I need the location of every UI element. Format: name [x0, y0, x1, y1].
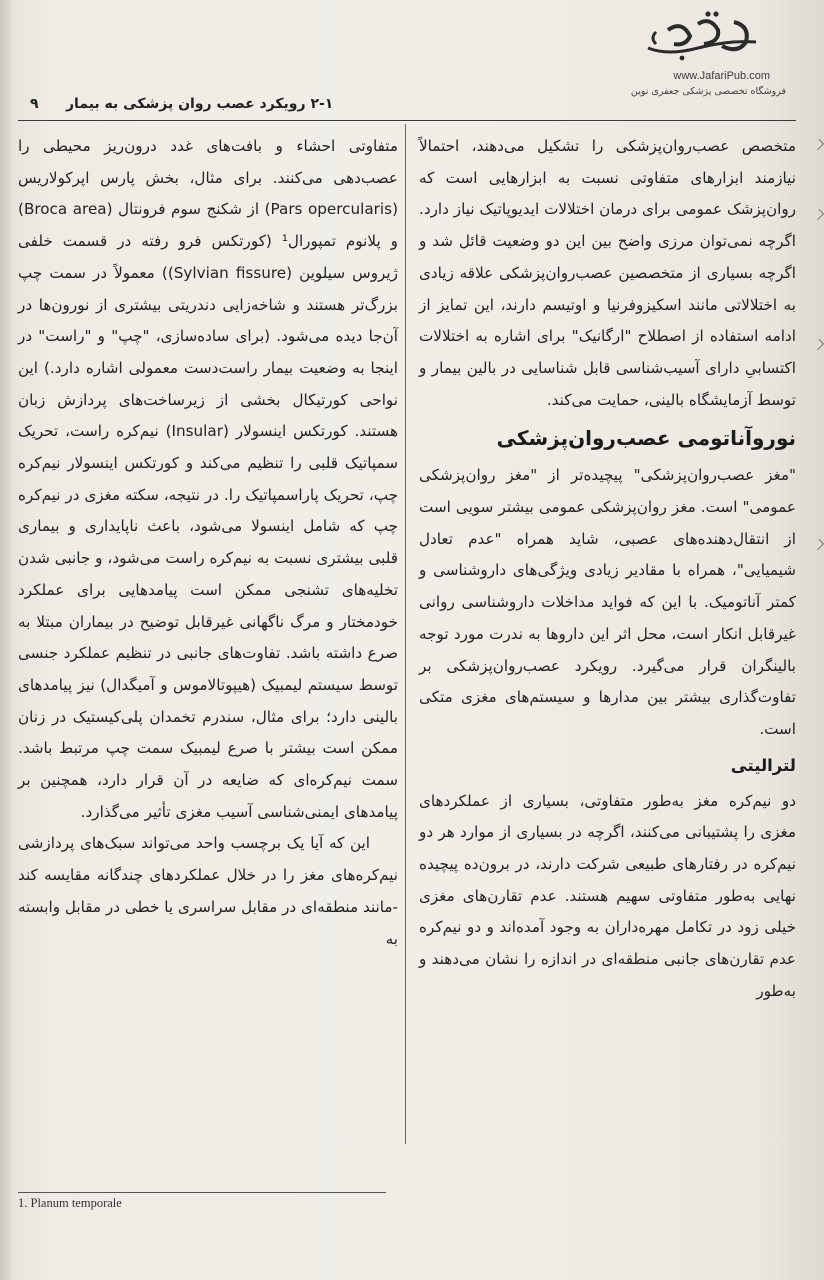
heading-laterality: لترالیتی [730, 755, 796, 775]
heading-neuroanatomy: نوروآناتومی عصب‌روان‌پزشکی [496, 426, 796, 451]
page-number: ۹ [30, 96, 39, 112]
jafari-logo-mark [638, 8, 768, 68]
paragraph-neuropsychiatric-brain: "مغز عصب‌روان‌پزشکی" پیچیده‌تر از "مغز روان‌پزشکی عمومی" است. مغز روان‌پزشکی عمومی بیشتر سویی است از انتقال‌دهنده‌های عصبی، شاید همراه "عدم تعادل شیمیایی"، همراه با مقادیر زیادی ویژگی‌های داروشناسی و کمتر آناتومیک. با این که فواید مداخلات داروشناسی روانی غیرقابل انکار است، محل اثر این داروها به ندرت مورد توجه بالینگران قرار می‌گیرد. رویکرد عصب‌روان‌پزشکی بر تفاوت‌گذاری بیشتر بین مدارها و سیستم‌های مغزی متکی است. [419, 466, 796, 738]
paragraph-hemispheres: دو نیم‌کره مغز به‌طور متفاوتی، بسیاری از عملکردهای مغزی را پشتیبانی می‌کنند، اگرچه در بسیاری از موارد هر دو نیم‌کره در رفتارهای طبیعی شرکت دارند، در برون‌ده پیچیده نهایی به‌طور متفاوتی سهیم هستند. عدم تقارن‌های مغزی خیلی زود در تکامل مهره‌داران به وجود آمده‌اند و دو نیم‌کره عدم تقارن‌های جانبی منطقه‌ای در اندازه را نشان می‌دهند و به‌طور [419, 791, 796, 1000]
page-spine-shadow [0, 0, 14, 1280]
right-column [419, 131, 796, 1008]
running-header [22, 96, 794, 118]
page-edge-marks [814, 140, 824, 560]
publisher-url: www.JafariPub.com [673, 70, 770, 82]
publisher-tagline: فروشگاه تخصصی پزشکی جعفری نوین [630, 86, 786, 97]
left-column [18, 131, 398, 955]
paragraph-asymmetries: متفاوتی احشاء و بافت‌های غدد درون‌ریز محیطی را عصب‌دهی می‌کنند. برای مثال، بخش پارس اپرکولاریس (Pars opercularis) از شکنج سوم فرونتال (Broca area) و پلانوم تمپورال¹ (کورتکس فرو رفته در قسمت خلفی ژیروس سیلوین (Sylvian fissure)) معمولاً در سمت چپ بزرگ‌تر هستند و شاخه‌زایی دندریتی بیشتری از نورون‌ها در آن‌جا دیده می‌شود. (برای ساده‌سازی، "چپ" و "راست" در اینجا به وضعیت بیمار راست‌دست معمولی اشاره دارد.) این نواحی کورتیکال بخشی از زیرساخت‌های پردازش زبان هستند. کورتکس اینسولار (Insular) نیم‌کره راست، تحریک سمپاتیک قلبی را تنظیم می‌کند و کورتکس اینسولار نیم‌کره چپ، تحریک پاراسمپاتیک را. در نتیجه، سکته مغزی در نیم‌کره چپ که شامل اینسولا می‌شود، باعث ناپایداری و بیماری قلبی بیشتری نسبت به نیم‌کره راست می‌شود، و جانبی شدن تخلیه‌های تشنجی ممکن است پیامدهایی برای عملکرد خودمختار و مرگ ناگهانی غیرقابل توضیح در بیماران مبتلا به صرع داشته باشد. تفاوت‌های جانبی در تنظیم عملکرد جنسی توسط سیستم لیمبیک (هیپوتالاموس و آمیگدال) نیز پیامدهای بالینی دارد؛ برای مثال، سندرم تخمدان پلی‌کیستیک در زنان ممکن است بیشتر با صرع لیمبیک سمت چپ مرتبط باشد. سمت نیم‌کره‌ای که ضایعه در آن قرار دارد، همچنین بر پیامدهای ایمنی‌شناسی آسیب مغزی تأثیر می‌گذارد. [18, 137, 398, 821]
paragraph-organic-distinction: متخصص عصب‌روان‌پزشکی را تشکیل می‌دهند، احتمالاً نیازمند ابزارهای متفاوتی نسبت به ابزارهایی است که روان‌پزشک عمومی برای درمان اختلالات ایدیوپاتیک نیاز دارد. اگرچه نمی‌توان مرزی واضح بین این دو وضعیت قائل شد و اگرچه بسیاری از متخصصین عصب‌روان‌پزشکی علاقه زیادی به اختلالاتی مانند اسکیزوفرنیا و اوتیسم دارند، این تمایز از ادامه استفاده از اصطلاح "ارگانیک" برای اشاره به اختلالات اکتسابیِ دارای آسیب‌شناسی قابل شناسایی در بالین بیمار و توسط آزمایشگاه بالینی، حمایت می‌کند. [419, 137, 796, 409]
header-divider [18, 120, 796, 121]
paragraph-processing-styles: این که آیا یک برچسب واحد می‌تواند سبک‌های پردازشی نیم‌کره‌های مغز را در خلال عملکردهای چندگانه مقایسه کند -مانند منطقه‌ای در مقابل سراسری یا خطی در مقابل وابسته به [18, 834, 398, 948]
chapter-section-title: ۲-۱ رویکرد عصب روان پزشکی به بیمار [66, 96, 334, 112]
publisher-logo [574, 8, 804, 96]
column-divider [405, 124, 406, 1144]
footnote: 1. Planum temporale [18, 1196, 122, 1210]
footnote-divider [18, 1192, 386, 1193]
